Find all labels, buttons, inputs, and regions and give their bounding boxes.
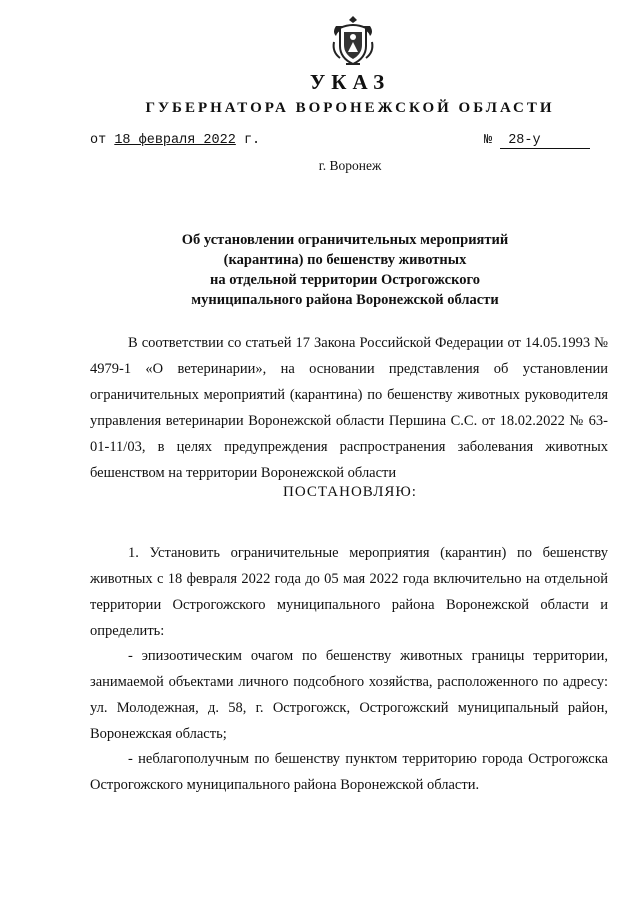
coat-of-arms-emblem	[328, 12, 378, 68]
number-prefix: №	[484, 133, 501, 148]
preamble-paragraph: В соответствии со статьей 17 Закона Российской Федерации от 14.05.1993 № 4979-1 «О ветеринарии», на основании представления об установлении ограничительных мероприятий (карантина) по бешенству животных руководителя управления ветеринарии Воронежской области Першина С.С. от 18.02.2022 № 63-01-11/03, в целях предупреждения распространения заболевания животных бешенством на территории Воронежской области	[90, 335, 608, 481]
date-value: 18 февраля 2022	[114, 133, 236, 148]
item-1-paragraph: 1. Установить ограничительные мероприятия (карантин) по бешенству животных с 18 февраля 2022 года до 05 мая 2022 года включительно на отдельной территории Острогожского муниципального района Воронежской области и определить:	[90, 545, 608, 639]
date-suffix: г.	[235, 133, 261, 148]
heading-line: (карантина) по бешенству животных	[223, 252, 467, 268]
document-date	[90, 133, 260, 148]
issue-city: г. Воронеж	[318, 158, 382, 173]
item-1b-paragraph: - неблагополучным по бешенству пунктом территорию города Острогожска Острогожского муниципального района Воронежской области.	[90, 751, 608, 793]
date-prefix: от	[90, 133, 115, 148]
issuer-title: ГУБЕРНАТОРА ВОРОНЕЖСКОЙ ОБЛАСТИ	[145, 100, 555, 116]
document-heading	[150, 230, 540, 310]
decree-word: ПОСТАНОВЛЯЮ:	[283, 484, 417, 500]
document-type-title: УКАЗ	[309, 70, 391, 94]
number-value: 28-у	[500, 133, 590, 149]
item-1a-paragraph: - эпизоотическим очагом по бешенству животных границы территории, занимаемой объектами личного подсобного хозяйства, расположенного по адресу: ул. Молодежная, д. 58, г. Острогожск, Острогожский муниципальный район, Воронежская область;	[90, 648, 608, 742]
heading-line: муниципального района Воронежской области	[191, 292, 499, 308]
heading-line: Об установлении ограничительных мероприятий	[181, 232, 509, 248]
heading-line: на отдельной территории Острогожского	[209, 272, 480, 288]
document-number	[484, 133, 590, 149]
